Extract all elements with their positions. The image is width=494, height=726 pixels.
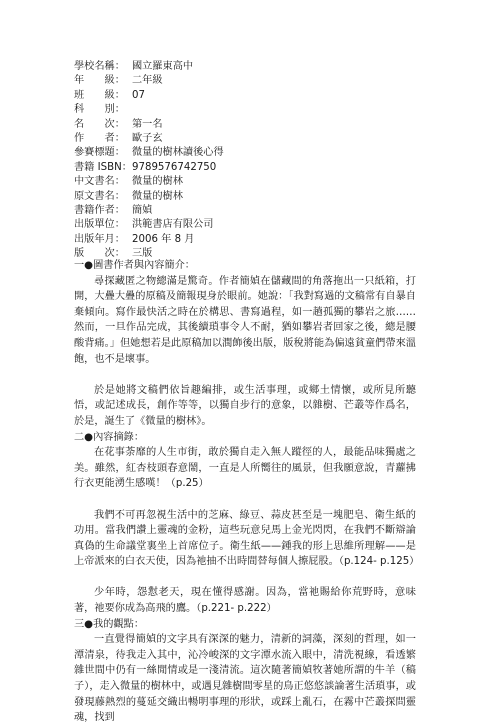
meta-row	[74, 190, 454, 204]
paragraph: 在花事荼靡的人生市街，敢於獨自走入無人蹤徑的人，最能品味獨處之美。雖然，紅杏枝頭春意鬧，一直是人所嚮往的風景，但我願意說，青蘿拂行衣更能湧生感嘆！（p.25）	[74, 447, 416, 490]
meta-row	[74, 161, 454, 175]
meta-value: 洪範書店有限公司	[132, 219, 214, 231]
spacer	[74, 492, 416, 508]
metadata-block	[74, 60, 454, 261]
meta-key: 出版單位：	[74, 219, 125, 231]
meta-value: 微量的樹林	[132, 176, 183, 188]
meta-row	[74, 132, 454, 146]
meta-key: 版 次：	[74, 248, 125, 260]
meta-value: 二年級	[132, 75, 163, 87]
meta-key: 中文書名：	[74, 176, 125, 188]
meta-key: 作 者：	[74, 132, 125, 144]
section-heading: 三●我的觀點：	[74, 618, 145, 630]
meta-row	[74, 204, 454, 218]
meta-key: 參賽標題：	[74, 147, 125, 159]
paragraph: 於是她將文稿們依旨趣編排，或生活事理，或鄉土情懷，或所見所聽悟，或記述成長，創作等等，以獨自步行的意象，以雜樹、芒叢等作爲名，於是，誕生了《微量的樹林》。	[74, 384, 416, 427]
meta-key: 年 級：	[74, 75, 125, 87]
section-heading: 二●內容摘錄：	[74, 431, 145, 443]
meta-value: 微量的樹林讀後心得	[132, 147, 224, 159]
meta-row	[74, 118, 454, 132]
paragraph: 少年時，怨懟老天，現在懂得感謝。因為，當祂賜給你荒野時，意味著，祂要你成為高飛的鷹。（p.221- p.222）	[74, 587, 416, 615]
paragraph: 一直覺得簡媜的文字具有深深的魅力，清新的詞藻，深刻的哲理，如一潭清泉，待我走入其中，沁冷峻深的文字潭水流入眼中，清洗視線，看透繁雜世間中仍有一絲閒情或是一淺清流。這次隨著簡媜牧著她所謂的牛羊（稿子），走入微量的樹林中，或遇見雜樹間零星的鳥正悠悠談論著生活瑣事，或發現藤熱烈的蔓延交織出暢明事理的形狀，或踩上亂石，在霧中芒叢探問靈魂，找到	[74, 634, 416, 724]
meta-key: 班 級：	[74, 89, 125, 101]
meta-value: 微量的樹林	[132, 190, 183, 202]
meta-key: 原文書名：	[74, 190, 125, 202]
meta-row	[74, 74, 454, 88]
essay-body	[74, 258, 420, 726]
meta-row	[74, 175, 454, 189]
section-heading: 一●圖書作者與內容簡介：	[74, 260, 195, 271]
paragraph: 尋探藏匿之物總滿是驚奇。作者簡媜在儲藏間的角落拖出一只紙箱，打開，大疊大疊的原稿及簡報現身於眼前。她說：「我對寫過的文稿常有自暴自棄傾向。寫作最快活之時在於構思、書寫過程，如一趟孤獨的攀岩之旅……然而，一旦作品完成，其後續瑣事令人不耐，猶如攀岩者回家之後，總是腰酸背痛。」但她想若是此原稿加以潤飾後出版，版稅將能為偏遠貧童們帶來溫飽，也不是壞事。	[74, 275, 416, 365]
meta-key: 科 別：	[74, 104, 125, 116]
paragraph: 我們不可再忽視生活中的芝麻、綠豆、蒜皮甚至是一塊肥皂、衛生紙的功用。當我們讚上靈魂的金粉，這些玩意兒馬上金光閃閃，在我們不斷辯論真偽的生命議堂裏坐上首席位子。衛生紙——鍾我的形上思維所理解——是上帝派來的白衣天使，因為祂抽不出時間替每個人擦屁股。（p.124- p.125）	[74, 509, 420, 568]
meta-value: 三版	[132, 248, 153, 260]
meta-row	[74, 103, 454, 117]
meta-value: 國立羅東高中	[132, 61, 194, 72]
meta-key: 書籍作者：	[74, 204, 125, 216]
meta-key: 書籍 ISBN：	[74, 161, 132, 173]
meta-row	[74, 146, 454, 160]
meta-row	[74, 233, 454, 247]
meta-value: 第一名	[132, 118, 163, 130]
spacer	[74, 367, 416, 383]
meta-key: 名 次：	[74, 118, 125, 130]
meta-row	[74, 89, 454, 103]
spacer	[74, 570, 416, 586]
meta-value: 2006 年 8 月	[132, 233, 195, 245]
meta-value: 9789576742750	[132, 161, 217, 173]
meta-value: 簡媜	[132, 204, 153, 216]
meta-value: 07	[132, 89, 145, 101]
meta-value: 歐子玄	[132, 132, 163, 144]
meta-key: 學校名稱：	[74, 61, 125, 72]
meta-row	[74, 60, 454, 74]
meta-row	[74, 218, 454, 232]
meta-key: 出版年月：	[74, 233, 125, 245]
